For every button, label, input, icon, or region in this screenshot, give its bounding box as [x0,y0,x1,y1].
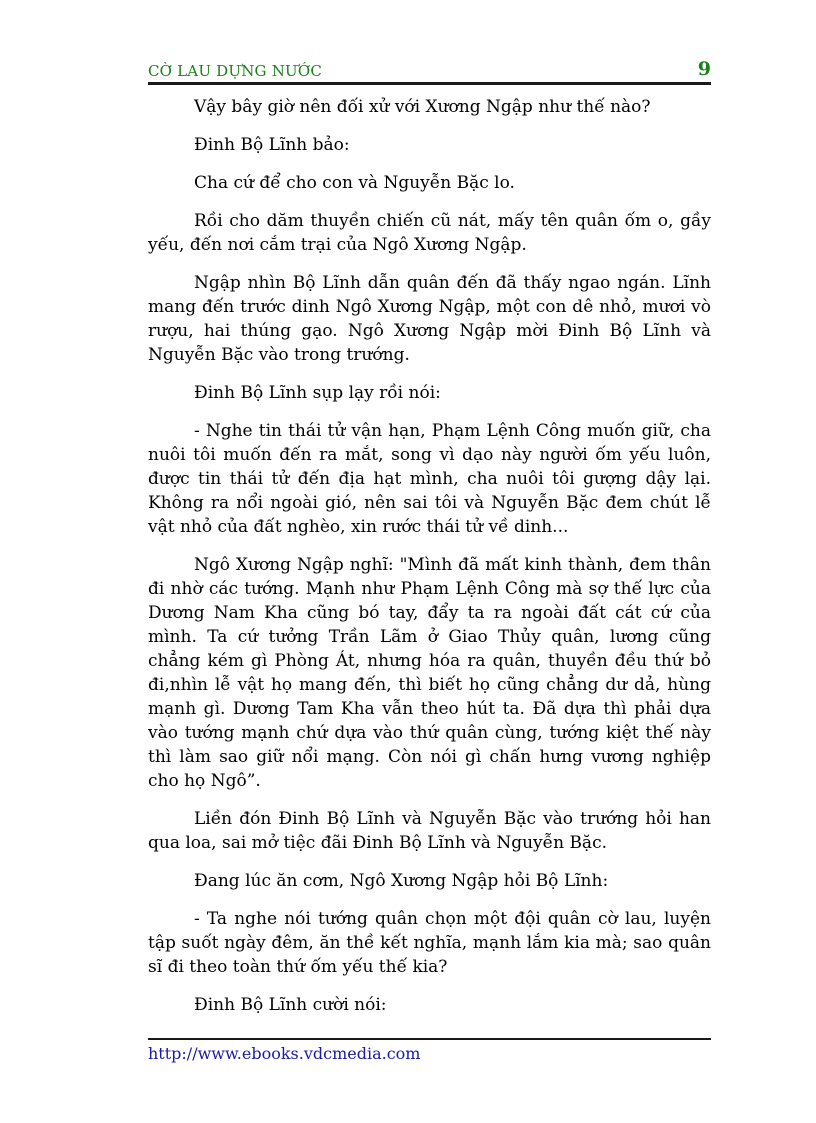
paragraph: Vậy bây giờ nên đối xử với Xương Ngập như thế nào? [194,97,651,117]
page-header [148,60,711,85]
page-number: 9 [697,58,711,80]
book-title: CỜ LAU DỰNG NƯỚC [148,62,323,80]
footer-divider [148,1038,711,1040]
paragraph: Liền đón Đinh Bộ Lĩnh và Nguyễn Bặc vào trướng hỏi han qua loa, sai mở tiệc đãi Đinh Bộ Lĩnh và Nguyễn Bặc. [148,809,711,853]
paragraph: Đinh Bộ Lĩnh cười nói: [194,995,387,1015]
paragraph: Đinh Bộ Lĩnh bảo: [194,135,350,155]
paragraph: Ngập nhìn Bộ Lĩnh dẫn quân đến đã thấy ngao ngán. Lĩnh mang đến trước dinh Ngô Xương Ngập, một con dê nhỏ, mươi vò rượu, hai thúng gạo. Ngô Xương Ngập mời Đinh Bộ Lĩnh và Nguyễn Bặc vào trong trướng. [148,273,711,365]
paragraph: Rồi cho dăm thuyền chiến cũ nát, mấy tên quân ốm o, gầy yếu, đến nơi cắm trại của Ngô Xương Ngập. [148,211,711,255]
footer-website-link[interactable]: http://www.ebooks.vdcmedia.com [148,1044,421,1063]
page-body [148,95,711,1031]
paragraph: Đinh Bộ Lĩnh sụp lạy rồi nói: [194,383,441,403]
paragraph: Ngô Xương Ngập nghĩ: "Mình đã mất kinh thành, đem thân đi nhờ các tướng. Mạnh như Phạm Lệnh Công mà sợ thế lực của Dương Nam Kha cũng bó tay, đẩy ta ra ngoài đất cát cứ của mình. Ta cứ tưởng Trần Lãm ở Giao Thủy quân, lương cũng chẳng kém gì Phòng Át, nhưng hóa ra quân, thuyền đều thứ bỏ đi,nhìn lễ vật họ mang đến, thì biết họ cũng chẳng dư dả, hùng mạnh gì. Dương Tam Kha vẫn theo hút ta. Đã dựa thì phải dựa vào tướng mạnh chứ dựa vào thứ quân cùng, tướng kiệt thế này thì làm sao giữ nổi mạng. Còn nói gì chấn hưng vương nghiệp cho họ Ngô”. [148,555,711,791]
paragraph: Cha cứ để cho con và Nguyễn Bặc lo. [194,173,515,193]
paragraph: Đang lúc ăn cơm, Ngô Xương Ngập hỏi Bộ Lĩnh: [194,871,609,891]
paragraph: - Ta nghe nói tướng quân chọn một đội quân cờ lau, luyện tập suốt ngày đêm, ăn thề kết nghĩa, mạnh lắm kia mà; sao quân sĩ đi theo toàn thứ ốm yếu thế kia? [148,909,711,977]
paragraph: - Nghe tin thái tử vận hạn, Phạm Lệnh Công muốn giữ, cha nuôi tôi muốn đến ra mắt, song vì dạo này người ốm yếu luôn, được tin thái tử đến địa hạt mình, cha nuôi tôi gượng dậy lại. Không ra nổi ngoài gió, nên sai tôi và Nguyễn Bặc đem chút lễ vật nhỏ của đất nghèo, xin rước thái tử về dinh... [148,421,711,537]
